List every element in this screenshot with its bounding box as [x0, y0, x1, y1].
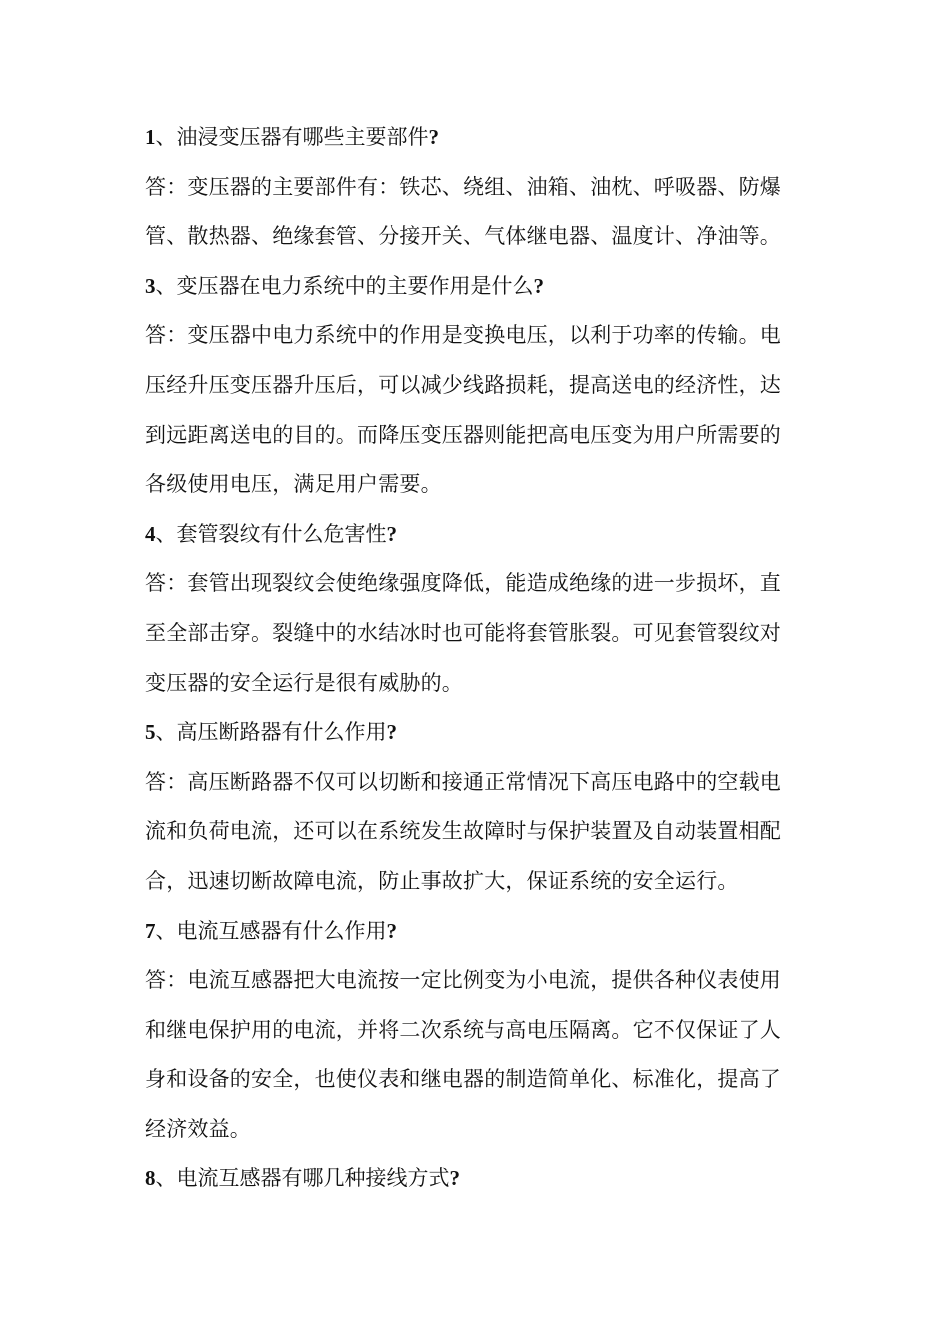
question-mark: ?	[386, 720, 397, 745]
question-number: 8	[145, 1166, 156, 1191]
answer-line: 答：套管出现裂纹会使绝缘强度降低，能造成绝缘的进一步损坏，直	[145, 571, 781, 596]
question-text: 、高压断路器有什么作用	[155, 720, 387, 745]
question-number: 7	[145, 918, 156, 943]
answer-line: 经济效益。	[145, 1116, 251, 1141]
question-text: 、电流互感器有什么作用	[155, 918, 387, 943]
question-number: 5	[145, 720, 156, 745]
question-number: 1	[145, 125, 156, 149]
question-heading	[145, 510, 807, 560]
answer-line: 答：高压断路器不仅可以切断和接通正常情况下高压电路中的空载电	[145, 769, 781, 794]
question-number: 4	[145, 521, 156, 546]
answer-line: 答：变压器的主要部件有：铁芯、绕组、油箱、油枕、呼吸器、防爆	[145, 174, 781, 199]
answer-line: 答：变压器中电力系统中的作用是变换电压，以利于功率的传输。电	[145, 323, 781, 348]
answer-line: 流和负荷电流，还可以在系统发生故障时与保护装置及自动装置相配	[145, 819, 781, 844]
question-heading	[145, 1154, 807, 1204]
question-number: 3	[145, 273, 156, 298]
question-heading	[145, 907, 807, 957]
answer-line: 变压器的安全运行是很有威胁的。	[145, 670, 463, 695]
answer-line: 答：电流互感器把大电流按一定比例变为小电流，提供各种仪表使用	[145, 968, 781, 993]
document-body	[145, 113, 807, 1204]
answer-line: 管、散热器、绝缘套管、分接开关、气体继电器、温度计、净油等。	[145, 224, 781, 249]
question-heading	[145, 262, 807, 312]
answer-line: 压经升压变压器升压后，可以减少线路损耗，提高送电的经济性，达	[145, 372, 781, 397]
question-mark: ?	[428, 125, 439, 149]
answer-line: 各级使用电压，满足用户需要。	[145, 472, 442, 497]
answer-line: 合，迅速切断故障电流，防止事故扩大，保证系统的安全运行。	[145, 868, 739, 893]
question-mark: ?	[449, 1166, 460, 1191]
answer-line: 身和设备的安全，也使仪表和继电器的制造简单化、标准化，提高了	[145, 1067, 781, 1092]
question-text: 、套管裂纹有什么危害性	[155, 521, 387, 546]
question-heading	[145, 708, 807, 758]
question-text: 、电流互感器有哪几种接线方式	[155, 1166, 450, 1191]
answer-line: 和继电保护用的电流，并将二次系统与高电压隔离。它不仅保证了人	[145, 1017, 781, 1042]
answer-line: 至全部击穿。裂缝中的水结冰时也可能将套管胀裂。可见套管裂纹对	[145, 620, 781, 645]
question-mark: ?	[533, 273, 544, 298]
question-mark: ?	[386, 521, 397, 546]
question-text: 、油浸变压器有哪些主要部件	[155, 125, 429, 149]
question-heading	[145, 113, 807, 163]
question-text: 、变压器在电力系统中的主要作用是什么	[155, 273, 534, 298]
answer-line: 到远距离送电的目的。而降压变压器则能把高电压变为用户所需要的	[145, 422, 781, 447]
question-mark: ?	[386, 918, 397, 943]
